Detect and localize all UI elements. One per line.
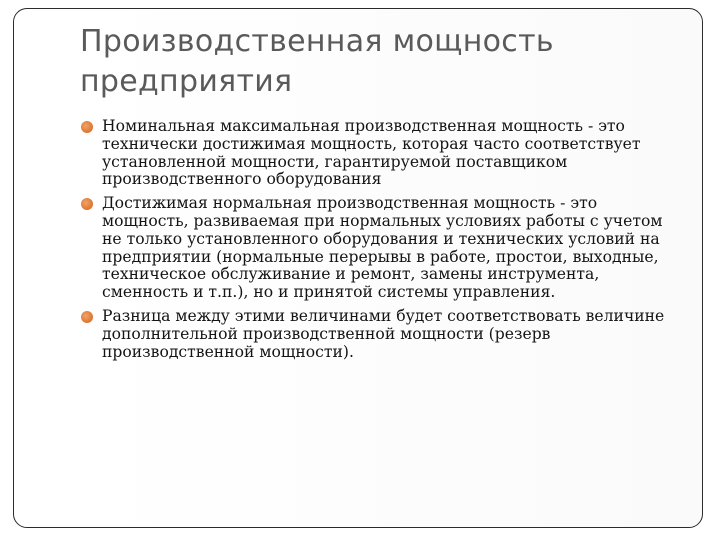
- orange-circle-bullet-icon: [81, 311, 93, 323]
- bullet-item-normal-capacity: [80, 195, 680, 302]
- orange-circle-bullet-icon: [81, 198, 93, 210]
- bullet-item-capacity-difference: [80, 308, 680, 361]
- bullet-text: Достижимая нормальная производственная мощность - это мощность, развиваемая при нормальных условиях работы с учетом не только установленного оборудования и технических условий на предприятии (нормальные перерывы в работе, простои, выходные, техническое обслуживание и ремонт, замены инструмента, сменность и т.п.), но и принятой системы управления.: [102, 194, 663, 302]
- bullet-item-nominal-capacity: [80, 118, 680, 189]
- bullet-text: Номинальная максимальная производственная мощность - это технически достижимая мощность, которая часто соответствует установленной мощности, гарантируемой поставщиком производственного оборудования: [102, 117, 641, 189]
- orange-circle-bullet-icon: [81, 121, 93, 133]
- bullet-list: [80, 118, 680, 367]
- bullet-text: Разница между этими величинами будет соответствовать величине дополнительной производственной мощности (резерв производственной мощности).: [102, 306, 665, 361]
- slide-title: Производственная мощность предприятия: [80, 24, 554, 99]
